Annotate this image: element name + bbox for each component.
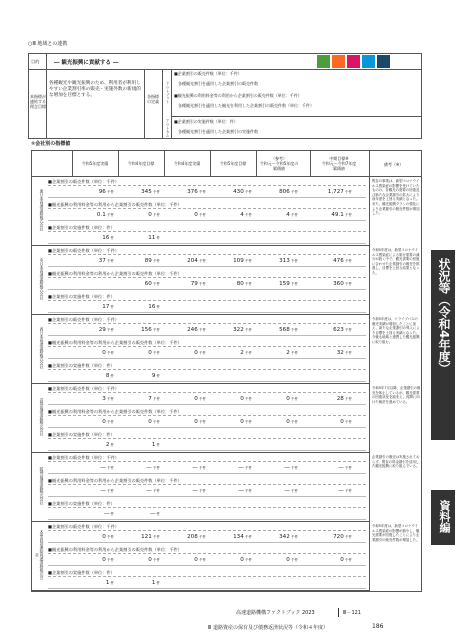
metric-value: 360千件 xyxy=(333,281,352,287)
metric-value: 0千件 xyxy=(194,419,206,425)
metric-value: 0千件 xyxy=(286,419,298,425)
metric-value: 1,727千件 xyxy=(327,189,352,195)
company-remark: 既存の事業は、新型コロナウイルス感染症の影響を受けていたものの、各観光の需要の回復及び新たな企業割引の拡大により前年度を上回る実績となった。また、観光振興プランの強化により企業割引の販売件数が増加した。 xyxy=(372,179,420,216)
metric-value: 322千件 xyxy=(233,327,252,333)
metric-label: ■観光振興の利用料金等の利用から企業割引の販売件数（単位：千件） xyxy=(48,478,182,483)
metric-label: ■企業割引の販売件数（単位：千件） xyxy=(48,248,119,253)
metric-value: 720千件 xyxy=(333,534,352,540)
metric-label: ■企業割引の販売件数（単位：千件） xyxy=(48,386,119,391)
output-label: アウトプット xyxy=(166,82,170,104)
metric-value: 0千件 xyxy=(102,534,114,540)
objective-table xyxy=(28,53,422,139)
metric-value: 1件 xyxy=(151,442,160,448)
metric-value: 1件 xyxy=(151,580,160,586)
metric-value: 345千件 xyxy=(141,189,160,195)
sdg-icons xyxy=(317,55,421,69)
metric-value: 0千件 xyxy=(286,396,298,402)
remark-header: 備考（※） xyxy=(384,162,404,167)
metric-value: 0千件 xyxy=(102,557,114,563)
company-remark: 令和5年度は、新型コロナウイルス感染症による旅行需要の減少が続く中で、観光需要の回復に合わせた企業割引の販売を推進し、目標を上回る結果となった。 xyxy=(372,248,420,275)
metric-value: —件 xyxy=(149,511,160,517)
kpi-table xyxy=(31,150,422,592)
metric-label: ■企業割引の販売件数（単位：千件） xyxy=(48,317,119,322)
company-remark: 企業割引の販売は実施されておらず、既存の料金割引を活用した観光振興に取り組んでいる。 xyxy=(372,455,420,469)
col-header: 令和5年度実績 xyxy=(81,161,109,166)
metric-value: 32千件 xyxy=(336,350,352,356)
metric-value: 49.1千件 xyxy=(331,212,352,218)
def-b-2: 各種観光割引を適用した企業割引の実施件数 xyxy=(178,129,258,134)
side-tab-sub: 資料編 xyxy=(431,490,455,545)
metric-value: 121千件 xyxy=(141,534,160,540)
metric-label: ■企業割引の実施件数（単位：件） xyxy=(48,294,115,299)
purpose-label: 目的 xyxy=(31,59,40,64)
purpose-value: ― 観光振興に貢献する ― xyxy=(54,60,119,66)
side-tab-main: Ⅲ 道路資産の保有及び債務返済状況等（令和4年度） xyxy=(431,250,455,440)
metric-value: 623千件 xyxy=(333,327,352,333)
metric-value: 159千件 xyxy=(279,281,298,287)
metric-value: 476千件 xyxy=(333,258,352,264)
metric-value: 0千件 xyxy=(148,419,160,425)
metric-value: 568千件 xyxy=(279,327,298,333)
metric-value: 0千件 xyxy=(340,419,352,425)
metric-value: 0千件 xyxy=(194,396,206,402)
metric-value: 28千件 xyxy=(336,396,352,402)
metric-value: 0千件 xyxy=(148,350,160,356)
metric-value: 109千件 xyxy=(233,258,252,264)
metric-value: 0千件 xyxy=(194,350,206,356)
kpi-section-title: ①会社別の指標値 xyxy=(31,141,71,147)
metric-value: 79千件 xyxy=(190,281,206,287)
metric-value: 430千件 xyxy=(233,189,252,195)
metric-label: ■企業割引の実施件数（単位：件） xyxy=(48,225,115,230)
col-header: 令和4年度実績 xyxy=(173,161,201,166)
company-remark: 令和5年7月以降、企業割引の販売を休止しているが、観光需要の回復状況を踏まえ、再開に向けた検討を進めている。 xyxy=(372,386,421,404)
metric-value: —千件 xyxy=(284,465,298,471)
kpi-def-label: 各指標の定義 xyxy=(147,94,159,104)
company-name: 中日本高速道路株式会社 xyxy=(40,258,45,300)
def-a-3: ■観光振興の利用料金等の利用から企業割引の販売件数（単位：千件） xyxy=(174,93,302,98)
metric-value: 313千件 xyxy=(279,258,298,264)
metric-value: —千件 xyxy=(146,488,160,494)
footer-page-number: 186 xyxy=(372,623,384,630)
metric-value: —千件 xyxy=(284,488,298,494)
company-remark: 令和5年度は、ドライブパスの販売実績が増加したことに加え、新たな企業割引の導入により目標を上回る実績となった。今後も地域と連携した観光振興に取り組む。 xyxy=(372,317,420,344)
metric-value: 7千件 xyxy=(148,396,160,402)
metric-label: ■観光振興の利用料金等の利用から企業割引の販売件数（単位：千件） xyxy=(48,340,182,345)
metric-value: 2件 xyxy=(105,442,114,448)
metric-value: 3千件 xyxy=(102,396,114,402)
metric-value: 8件 xyxy=(105,373,114,379)
col-header: 令和5年度目標 xyxy=(219,161,247,166)
def-a-2: 各種観光割引を適用した企業割引の販売件数 xyxy=(178,81,258,86)
metric-value: 806千件 xyxy=(279,189,298,195)
metric-label: ■企業割引の実施件数（単位：件） xyxy=(48,570,115,575)
metric-value: 11件 xyxy=(148,235,160,241)
metric-value: 37千件 xyxy=(98,258,114,264)
def-b-1: ■企業割引の実施件数（単位：件） xyxy=(174,119,238,124)
metric-value: 4千件 xyxy=(240,212,252,218)
metric-value: 246千件 xyxy=(187,327,206,333)
metric-value: 342千件 xyxy=(279,534,298,540)
metric-value: —千件 xyxy=(238,488,252,494)
metric-value: —千件 xyxy=(338,488,352,494)
metric-value: —件 xyxy=(103,511,114,517)
sdg-icon-5 xyxy=(377,55,390,68)
metric-value: 0千件 xyxy=(240,557,252,563)
metric-value: 0千件 xyxy=(148,557,160,563)
metric-label: ■企業割引の販売件数（単位：千件） xyxy=(48,455,119,460)
metric-value: 80千件 xyxy=(236,281,252,287)
metric-value: —千件 xyxy=(146,465,160,471)
def-a-1: ■企業割引の販売件数（単位：千件） xyxy=(174,71,242,76)
summary-text: 各種観光や観光振興のため、利用者が利用しやすい企業割引率の販売・実施外数の新規的な増加を目標とする。 xyxy=(49,81,141,98)
metric-value: 16件 xyxy=(148,304,160,310)
sdg-icon-4 xyxy=(362,55,375,68)
metric-value: —千件 xyxy=(192,488,206,494)
metric-value: 0千件 xyxy=(286,557,298,563)
footer-chapter: Ⅲ 道路資産の保有及び債務返済状況等（令和４年度） xyxy=(208,625,329,631)
metric-value: —千件 xyxy=(100,488,114,494)
sdg-icon-3 xyxy=(347,55,360,68)
sdg-icon-1 xyxy=(317,55,330,68)
metric-value: 0千件 xyxy=(102,350,114,356)
col-header: 令和4年度目標 xyxy=(127,161,155,166)
metric-value: 96千件 xyxy=(98,189,114,195)
ref-label: 本指標が 連結する 理念目標 xyxy=(30,94,46,109)
metric-value: 156千件 xyxy=(141,327,160,333)
metric-label: ■企業割引の販売件数（単位：千件） xyxy=(48,179,119,184)
company-name: 阪神高速道路株式会社 xyxy=(40,467,45,505)
metric-value: 0千件 xyxy=(102,419,114,425)
metric-value: 2千件 xyxy=(286,350,298,356)
metric-value: 376千件 xyxy=(187,189,206,195)
metric-value: 60千件 xyxy=(144,281,160,287)
def-a-4: 各種観光割引を適用した観光を利用した企業割引の販売件数（単位：千件） xyxy=(178,103,314,108)
footer-divider xyxy=(338,608,339,617)
metric-label: ■観光振興の利用料金等の利用から企業割引の販売件数（単位：千件） xyxy=(48,547,182,552)
metric-value: 0千件 xyxy=(340,557,352,563)
footer-book-title: 高速道路機構ファクトブック 2023 xyxy=(236,610,315,616)
metric-value: 208千件 xyxy=(187,534,206,540)
metric-label: ■観光振興の利用料金等の利用から企業割引の販売件数（単位：千件） xyxy=(48,271,182,276)
metric-label: ■企業割引の販売件数（単位：千件） xyxy=(48,524,119,529)
metric-value: 134千件 xyxy=(233,534,252,540)
metric-label: ■観光振興の利用料金等の利用から企業割引の販売件数（単位：千件） xyxy=(48,409,182,414)
metric-value: 1件 xyxy=(105,580,114,586)
metric-value: 29千件 xyxy=(98,327,114,333)
company-remark: 令和5年度は、新型コロナウイルス感染症の影響が縮小し、観光需要が回復したことにより企業割引の販売件数が増加した。 xyxy=(372,524,420,542)
company-name: 本州四国連絡高速道路株式会社 xyxy=(35,530,45,580)
col-header: 中期目標※ 令和元〜令和7年度 累積値 xyxy=(321,156,357,171)
metric-value: 0千件 xyxy=(240,396,252,402)
footer-page-section: Ⅲ－121 xyxy=(343,610,361,616)
metric-label: ■企業割引の実施件数（単位：件） xyxy=(48,501,115,506)
metric-value: 89千件 xyxy=(144,258,160,264)
metric-value: 9件 xyxy=(151,373,160,379)
metric-value: —千件 xyxy=(338,465,352,471)
section-header: ○Ⅲ 地域との連携 xyxy=(28,41,68,47)
outcome-label: アウトカム xyxy=(166,119,170,137)
company-name: 東日本高速道路株式会社 xyxy=(40,189,45,231)
metric-value: 0千件 xyxy=(194,557,206,563)
metric-value: 4千件 xyxy=(286,212,298,218)
metric-value: 204千件 xyxy=(187,258,206,264)
metric-value: 0千件 xyxy=(148,212,160,218)
metric-label: ■企業割引の実施件数（単位：件） xyxy=(48,363,115,368)
sdg-icon-2 xyxy=(332,55,345,68)
metric-value: 16件 xyxy=(102,235,114,241)
metric-value: —千件 xyxy=(192,465,206,471)
metric-value: 17件 xyxy=(102,304,114,310)
metric-label: ■企業割引の実施件数（単位：件） xyxy=(48,432,115,437)
metric-value: 0千件 xyxy=(240,419,252,425)
metric-value: 0.1千件 xyxy=(96,212,114,218)
metric-value: 0千件 xyxy=(194,212,206,218)
metric-value: —千件 xyxy=(100,465,114,471)
metric-value: —千件 xyxy=(238,465,252,471)
company-name: 首都高速道路株式会社 xyxy=(40,398,45,436)
col-header: 〈参考〉 令和元〜令和5年度の 累積値 xyxy=(259,156,299,171)
company-name: 西日本高速道路株式会社 xyxy=(40,327,45,369)
metric-value: 2千件 xyxy=(240,350,252,356)
metric-label: ■観光振興の利用料金等の利用から企業割引の販売件数（単位：千件） xyxy=(48,202,182,207)
